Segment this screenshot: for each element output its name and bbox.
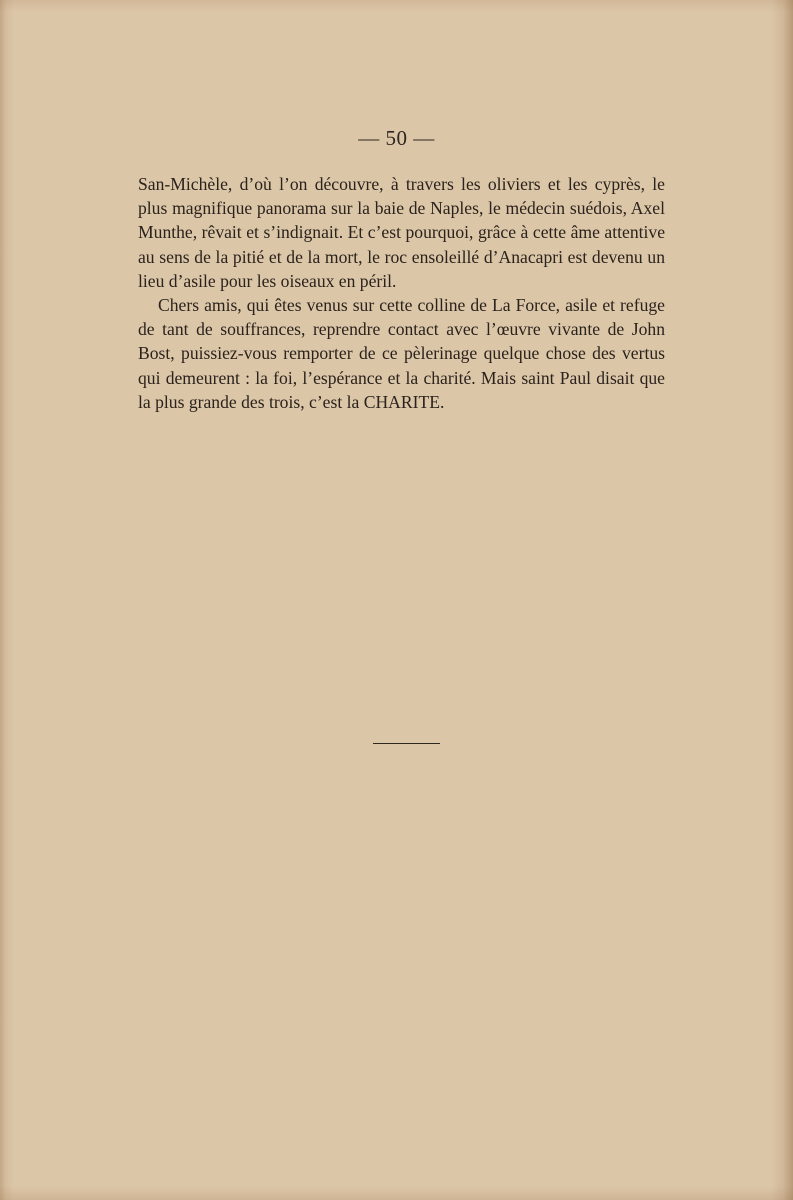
end-rule — [373, 743, 440, 744]
paragraph-1: San-Michèle, d’où l’on découvre, à travers les oliviers et les cyprès, le plus magnifique panorama sur la baie de Naples, le médecin suédois, Axel Munthe, rêvait et s’indignait. Et c’est pourquoi, grâce à cette âme attentive au sens de la pitié et de la mort, le roc ensoleillé d’Anacapri est devenu un lieu d’asile pour les oiseaux en péril. — [138, 174, 665, 291]
paragraph-2: Chers amis, qui êtes venus sur cette colline de La Force, asile et refuge de tant de souffrances, reprendre contact avec l’œuvre vivante de John Bost, puissiez-vous remporter de ce pèlerinage quelque chose des vertus qui demeurent : la foi, l’espérance et la charité. Mais saint Paul disait que la plus grande des trois, c’est la CHARITE. — [138, 295, 665, 412]
body-text — [138, 172, 665, 414]
page-number: — 50 — — [358, 126, 435, 150]
